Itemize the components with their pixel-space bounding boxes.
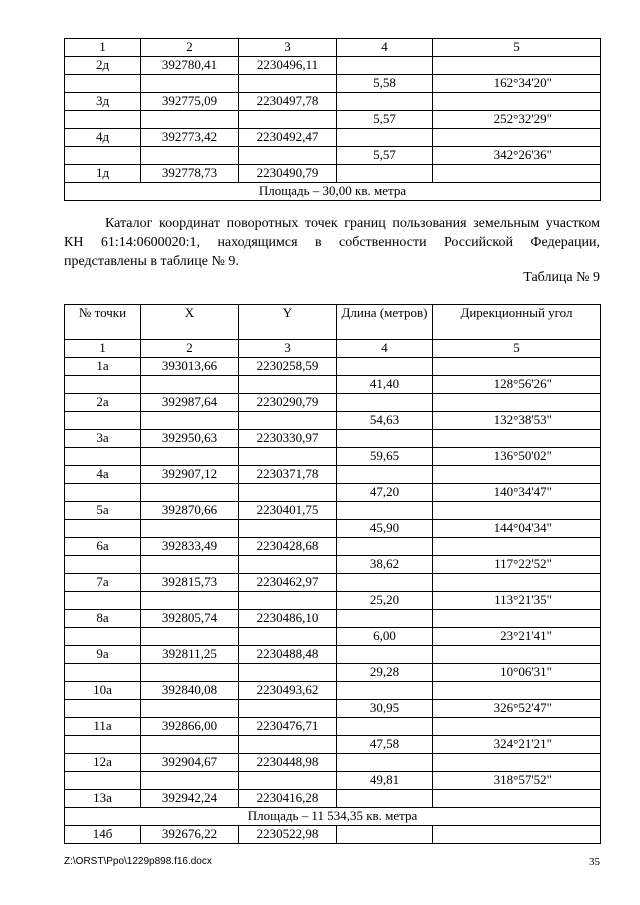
empty-cell <box>65 664 141 682</box>
y-coordinate: 2230416,28 <box>239 790 337 808</box>
empty-cell <box>141 700 239 718</box>
empty-cell <box>141 147 239 165</box>
point-row <box>65 129 601 147</box>
point-label: 12а <box>65 754 141 772</box>
empty-cell <box>337 574 433 592</box>
x-coordinate: 392778,73 <box>141 165 239 183</box>
empty-cell <box>433 394 601 412</box>
segment-length: 41,40 <box>337 376 433 394</box>
empty-cell <box>141 556 239 574</box>
x-coordinate: 392833,49 <box>141 538 239 556</box>
footer-file-path: Z:\ORST\Ppo\1229p898.f16.docx <box>64 856 212 867</box>
empty-cell <box>337 430 433 448</box>
y-coordinate: 2230258,59 <box>239 358 337 376</box>
empty-cell <box>433 430 601 448</box>
segment-length: 6,00 <box>337 628 433 646</box>
direction-angle: 136°50'02" <box>433 448 601 466</box>
empty-cell <box>141 75 239 93</box>
table-caption: Таблица № 9 <box>523 270 600 285</box>
direction-angle: 132°38'53" <box>433 412 601 430</box>
empty-cell <box>433 646 601 664</box>
empty-cell <box>65 520 141 538</box>
empty-cell <box>141 772 239 790</box>
point-label: 1а <box>65 358 141 376</box>
segment-row <box>65 75 601 93</box>
empty-cell <box>65 111 141 129</box>
empty-cell <box>337 826 433 844</box>
x-coordinate: 392942,24 <box>141 790 239 808</box>
empty-cell <box>433 57 601 75</box>
point-row <box>65 790 601 808</box>
segment-length: 45,90 <box>337 520 433 538</box>
direction-angle: 23°21'41" <box>433 628 601 646</box>
x-coordinate: 392811,25 <box>141 646 239 664</box>
point-row <box>65 502 601 520</box>
point-row <box>65 57 601 75</box>
x-coordinate: 392904,67 <box>141 754 239 772</box>
segment-row <box>65 592 601 610</box>
empty-cell <box>337 165 433 183</box>
x-coordinate: 392775,09 <box>141 93 239 111</box>
column-number: 5 <box>433 340 601 358</box>
empty-cell <box>239 484 337 502</box>
empty-cell <box>337 502 433 520</box>
empty-cell <box>337 538 433 556</box>
x-coordinate: 392805,74 <box>141 610 239 628</box>
col-header-x: X <box>141 305 239 340</box>
x-coordinate: 392987,64 <box>141 394 239 412</box>
segment-length: 5,57 <box>337 111 433 129</box>
empty-cell <box>239 111 337 129</box>
empty-cell <box>239 75 337 93</box>
empty-cell <box>239 772 337 790</box>
empty-cell <box>337 718 433 736</box>
x-coordinate: 392866,00 <box>141 718 239 736</box>
x-coordinate: 393013,66 <box>141 358 239 376</box>
empty-cell <box>65 772 141 790</box>
point-label: 8а <box>65 610 141 628</box>
empty-cell <box>337 129 433 147</box>
empty-cell <box>337 466 433 484</box>
empty-cell <box>239 592 337 610</box>
y-coordinate: 2230490,79 <box>239 165 337 183</box>
col-header-point: № точки <box>65 305 141 340</box>
column-number-row <box>65 39 601 57</box>
segment-row <box>65 147 601 165</box>
col-header-y: Y <box>239 305 337 340</box>
point-label: 13а <box>65 790 141 808</box>
point-row <box>65 574 601 592</box>
x-coordinate: 392870,66 <box>141 502 239 520</box>
col-header-angle: Дирекционный угол <box>433 305 601 340</box>
y-coordinate: 2230448,98 <box>239 754 337 772</box>
point-row <box>65 93 601 111</box>
segment-length: 30,95 <box>337 700 433 718</box>
empty-cell <box>141 412 239 430</box>
point-label: 3а <box>65 430 141 448</box>
point-label: 6а <box>65 538 141 556</box>
table-header-row <box>65 305 601 340</box>
point-label: 10а <box>65 682 141 700</box>
empty-cell <box>65 484 141 502</box>
x-coordinate: 392773,42 <box>141 129 239 147</box>
column-number: 3 <box>239 39 337 57</box>
segment-row <box>65 111 601 129</box>
y-coordinate: 2230401,75 <box>239 502 337 520</box>
point-label: 5а <box>65 502 141 520</box>
y-coordinate: 2230492,47 <box>239 129 337 147</box>
direction-angle: 140°34'47" <box>433 484 601 502</box>
empty-cell <box>141 736 239 754</box>
direction-angle: 162°34'20" <box>433 75 601 93</box>
column-number: 2 <box>141 39 239 57</box>
direction-angle: 113°21'35" <box>433 592 601 610</box>
y-coordinate: 2230522,98 <box>239 826 337 844</box>
point-label: 3д <box>65 93 141 111</box>
point-label: 4а <box>65 466 141 484</box>
y-coordinate: 2230462,97 <box>239 574 337 592</box>
empty-cell <box>65 75 141 93</box>
col-header-length: Длина (метров) <box>337 305 433 340</box>
empty-cell <box>433 754 601 772</box>
y-coordinate: 2230290,79 <box>239 394 337 412</box>
segment-length: 59,65 <box>337 448 433 466</box>
point-row <box>65 682 601 700</box>
empty-cell <box>239 700 337 718</box>
segment-length: 47,58 <box>337 736 433 754</box>
point-row <box>65 165 601 183</box>
direction-angle: 252°32'29" <box>433 111 601 129</box>
empty-cell <box>433 718 601 736</box>
catalog-paragraph: Каталог координат поворотных точек границ пользования земельным участком КН 61:14:0600020:1, находящимся в собственности Российской Федерации, представлены в таблице № 9. <box>64 216 600 269</box>
empty-cell <box>337 610 433 628</box>
y-coordinate: 2230496,11 <box>239 57 337 75</box>
empty-cell <box>433 466 601 484</box>
empty-cell <box>337 682 433 700</box>
empty-cell <box>337 790 433 808</box>
empty-cell <box>337 394 433 412</box>
point-label: 9а <box>65 646 141 664</box>
y-coordinate: 2230488,48 <box>239 646 337 664</box>
point-label: 11а <box>65 718 141 736</box>
empty-cell <box>141 628 239 646</box>
y-coordinate: 2230493,62 <box>239 682 337 700</box>
y-coordinate: 2230371,78 <box>239 466 337 484</box>
y-coordinate: 2230428,68 <box>239 538 337 556</box>
empty-cell <box>433 358 601 376</box>
column-number: 2 <box>141 340 239 358</box>
page-number: 35 <box>589 856 600 868</box>
point-label: 7а <box>65 574 141 592</box>
empty-cell <box>65 700 141 718</box>
empty-cell <box>337 57 433 75</box>
empty-cell <box>433 610 601 628</box>
segment-length: 5,57 <box>337 147 433 165</box>
y-coordinate: 2230486,10 <box>239 610 337 628</box>
empty-cell <box>337 93 433 111</box>
direction-angle: 342°26'36" <box>433 147 601 165</box>
x-coordinate: 392780,41 <box>141 57 239 75</box>
empty-cell <box>65 448 141 466</box>
empty-cell <box>65 556 141 574</box>
segment-row <box>65 520 601 538</box>
direction-angle: 117°22'52" <box>433 556 601 574</box>
empty-cell <box>141 376 239 394</box>
point-row <box>65 538 601 556</box>
empty-cell <box>239 520 337 538</box>
point-row <box>65 754 601 772</box>
point-label: 1д <box>65 165 141 183</box>
empty-cell <box>433 790 601 808</box>
point-row <box>65 646 601 664</box>
segment-row <box>65 556 601 574</box>
direction-angle: 10°06'31" <box>433 664 601 682</box>
point-row <box>65 430 601 448</box>
segment-length: 49,81 <box>337 772 433 790</box>
coordinates-table-9 <box>64 304 601 844</box>
point-row <box>65 358 601 376</box>
empty-cell <box>239 147 337 165</box>
point-label: 2а <box>65 394 141 412</box>
empty-cell <box>141 664 239 682</box>
area-total: Площадь – 11 534,35 кв. метра <box>65 808 601 826</box>
segment-length: 47,20 <box>337 484 433 502</box>
x-coordinate: 392840,08 <box>141 682 239 700</box>
empty-cell <box>141 592 239 610</box>
area-row <box>65 183 601 201</box>
column-number: 1 <box>65 340 141 358</box>
empty-cell <box>239 412 337 430</box>
segment-length: 25,20 <box>337 592 433 610</box>
empty-cell <box>239 448 337 466</box>
direction-angle: 128°56'26" <box>433 376 601 394</box>
segment-row <box>65 736 601 754</box>
empty-cell <box>337 754 433 772</box>
segment-row <box>65 376 601 394</box>
segment-row <box>65 628 601 646</box>
segment-row <box>65 448 601 466</box>
column-number: 3 <box>239 340 337 358</box>
column-number: 5 <box>433 39 601 57</box>
empty-cell <box>433 165 601 183</box>
y-coordinate: 2230497,78 <box>239 93 337 111</box>
empty-cell <box>433 574 601 592</box>
point-row <box>65 826 601 844</box>
empty-cell <box>65 376 141 394</box>
empty-cell <box>65 628 141 646</box>
point-row <box>65 718 601 736</box>
empty-cell <box>433 826 601 844</box>
empty-cell <box>239 736 337 754</box>
empty-cell <box>65 592 141 610</box>
empty-cell <box>337 646 433 664</box>
empty-cell <box>141 448 239 466</box>
x-coordinate: 392676,22 <box>141 826 239 844</box>
point-label: 14б <box>65 826 141 844</box>
area-total: Площадь – 30,00 кв. метра <box>65 183 601 201</box>
segment-length: 5,58 <box>337 75 433 93</box>
direction-angle: 324°21'21" <box>433 736 601 754</box>
point-row <box>65 610 601 628</box>
point-label: 2д <box>65 57 141 75</box>
area-row <box>65 808 601 826</box>
coordinates-table-continued <box>64 38 601 201</box>
empty-cell <box>239 556 337 574</box>
empty-cell <box>433 93 601 111</box>
empty-cell <box>141 111 239 129</box>
column-number: 4 <box>337 39 433 57</box>
segment-row <box>65 772 601 790</box>
point-row <box>65 466 601 484</box>
empty-cell <box>239 376 337 394</box>
empty-cell <box>433 682 601 700</box>
empty-cell <box>433 129 601 147</box>
empty-cell <box>337 358 433 376</box>
empty-cell <box>433 538 601 556</box>
x-coordinate: 392950,63 <box>141 430 239 448</box>
empty-cell <box>65 412 141 430</box>
segment-row <box>65 412 601 430</box>
empty-cell <box>433 502 601 520</box>
empty-cell <box>65 147 141 165</box>
segment-row <box>65 700 601 718</box>
empty-cell <box>65 736 141 754</box>
empty-cell <box>141 520 239 538</box>
direction-angle: 326°52'47" <box>433 700 601 718</box>
segment-row <box>65 484 601 502</box>
column-number: 1 <box>65 39 141 57</box>
y-coordinate: 2230476,71 <box>239 718 337 736</box>
column-number: 4 <box>337 340 433 358</box>
y-coordinate: 2230330,97 <box>239 430 337 448</box>
empty-cell <box>239 628 337 646</box>
direction-angle: 318°57'52" <box>433 772 601 790</box>
segment-length: 29,28 <box>337 664 433 682</box>
x-coordinate: 392815,73 <box>141 574 239 592</box>
point-row <box>65 394 601 412</box>
point-label: 4д <box>65 129 141 147</box>
column-number-row <box>65 340 601 358</box>
direction-angle: 144°04'34" <box>433 520 601 538</box>
segment-length: 54,63 <box>337 412 433 430</box>
empty-cell <box>141 484 239 502</box>
segment-length: 38,62 <box>337 556 433 574</box>
x-coordinate: 392907,12 <box>141 466 239 484</box>
empty-cell <box>239 664 337 682</box>
segment-row <box>65 664 601 682</box>
